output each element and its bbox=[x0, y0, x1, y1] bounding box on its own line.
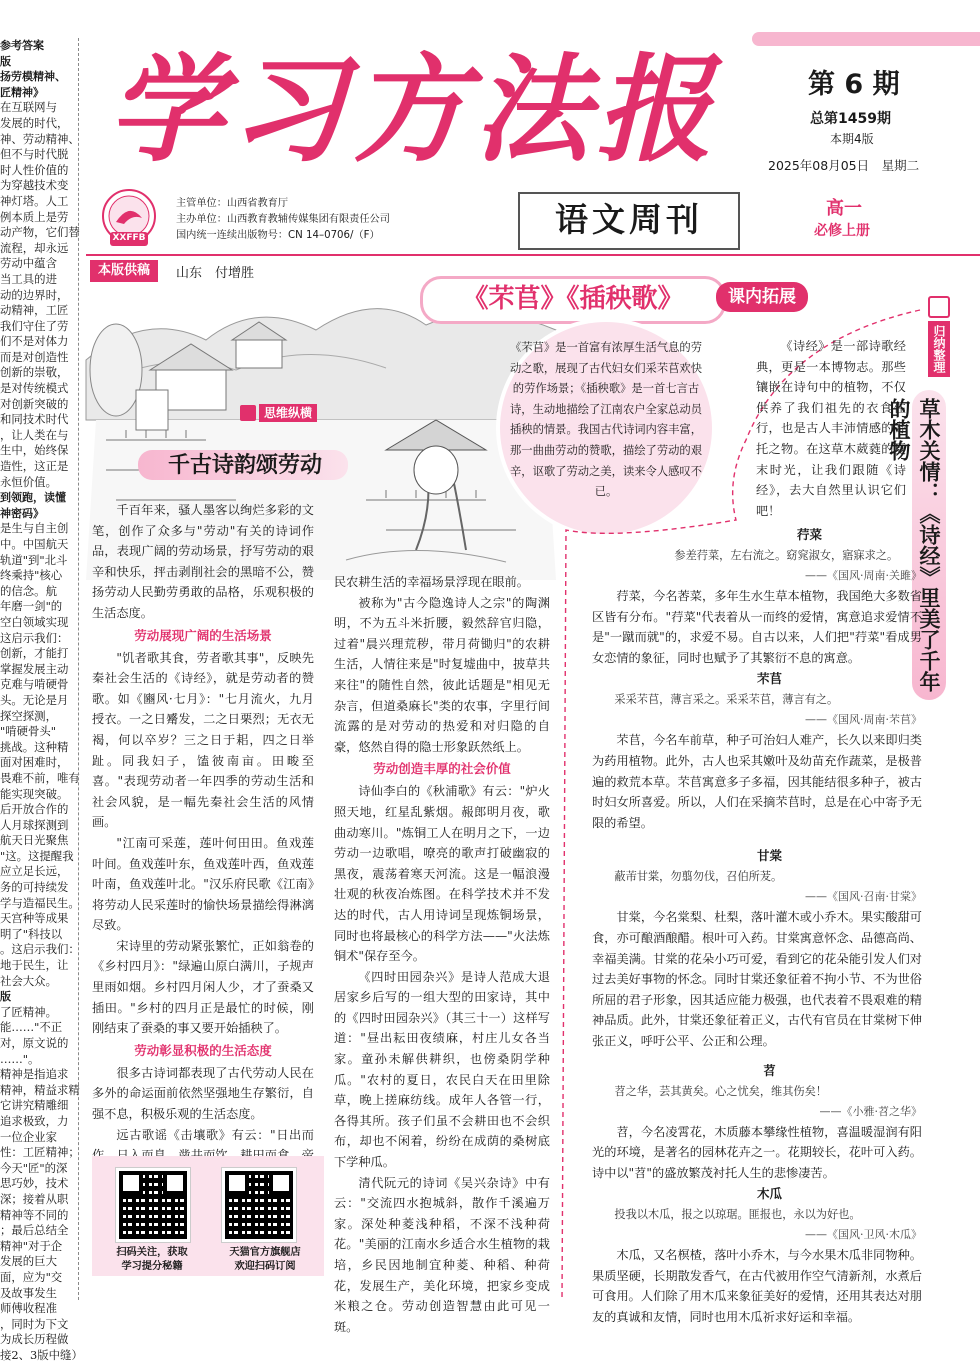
paragraph: 民农耕生活的幸福场景浮现在眼前。 bbox=[334, 575, 529, 589]
answer-line: 今天"匠"的深 bbox=[0, 1160, 68, 1175]
plant-description: 苕，今名凌霄花，木质藤本攀缘性植物，喜温暖湿润有阳光的环境，是著名的园林花卉之一。花期较长，花叶可入药。诗中以"苕"的盛放繁茂衬托人生的悲惨凄苦。 bbox=[592, 1124, 922, 1180]
paragraph: 被称为"古今隐逸诗人之宗"的陶渊明，不为五斗米折腰，毅然辞官归隐，过着"晨兴理荒秽，带月荷锄归"的农耕生活，人情往来是"时复墟曲中，披草共来往"的随性自然，彼此话题是"相见无杂言，但道桑麻长"类的农事，字里行间流露的是对劳动的热爱和对归隐的自豪，悠然自得的隐士形象跃然纸上。 bbox=[334, 595, 550, 754]
answer-line: 能……"不正 bbox=[0, 1020, 63, 1035]
topic-badge: 课内拓展 bbox=[716, 282, 808, 312]
answer-line: 接2、3版中缝） bbox=[0, 1347, 83, 1362]
answer-line: ……"。 bbox=[0, 1051, 40, 1066]
answer-line: 对创新突破的 bbox=[0, 396, 69, 411]
answer-line: 年磨一剑"的 bbox=[0, 599, 63, 614]
answer-line: 发展的时代， bbox=[0, 115, 69, 130]
answer-line: 了匠精神。 bbox=[0, 1004, 57, 1019]
answer-line: 和同技术时代 bbox=[0, 412, 69, 427]
header-pink-band bbox=[752, 32, 980, 46]
book-icon bbox=[240, 405, 256, 421]
qr-code-icon[interactable] bbox=[222, 1168, 296, 1242]
answer-line: ，让人类在与 bbox=[0, 427, 69, 442]
section-heading: 劳动创造丰厚的社会价值 bbox=[373, 761, 511, 777]
answer-line: ；最后总结全 bbox=[0, 1223, 69, 1238]
answer-line: 中。中国航天 bbox=[0, 537, 69, 551]
answer-line: 深；接着从职 bbox=[0, 1191, 69, 1206]
answer-line: 人月球探测到 bbox=[0, 817, 69, 832]
plant-poem: 蔽芾甘棠，勿翦勿伐，召伯所茇。 bbox=[614, 870, 783, 884]
plant-name: 苕 bbox=[763, 1062, 776, 1078]
intro-text: 《芣苢》是一首富有浓厚生活气息的劳动之歌，展现了古代妇女们采芣苢欢快的劳作场景；《插秧歌》是一首七言古诗，生动地描绘了江南农户全家总动员插秧的情景。我国古代诗词内容丰富，那一曲曲劳动的赞歌，描绘了劳动的艰辛，讴歌了劳动之美，读来令人感叹不已。 bbox=[509, 341, 703, 499]
paragraph: 清代阮元的诗词《吴兴杂诗》中有云："交流四水抱城斜，散作千溪遍万家。深处种菱浅种稻，不深不浅种荷花。"美丽的江南水乡适合水生植物的栽培，乡民因地制宜种菱、种稻、种荷花，发展生产，美化环境，把家乡变成米粮之仓。劳动创造智慧由此可见一斑。 bbox=[334, 1175, 550, 1334]
right-article-body bbox=[592, 524, 922, 1328]
answer-column bbox=[0, 38, 83, 1362]
section-box bbox=[518, 192, 740, 250]
answer-line: 神密码》 bbox=[0, 506, 44, 520]
answer-line: 应立足长远， bbox=[0, 864, 69, 879]
section-heading: 劳动彰显积极的生活态度 bbox=[134, 1042, 272, 1058]
answer-line: 在互联网与 bbox=[0, 100, 57, 115]
answer-line: 到领跑，读懂 bbox=[0, 491, 66, 505]
plant-poem: 参差荇菜，左右流之。窈窕淑女，寤寐求之。 bbox=[674, 549, 899, 562]
answer-line: 探空探测， bbox=[0, 708, 57, 723]
answer-line: 永恒价值。 bbox=[0, 474, 57, 489]
paragraph: "饥者歌其食，劳者歌其事"，反映先秦社会生活的《诗经》，就是劳动者的赞歌。如《豳风·七月》："七月流火，九月授衣。一之日觱发，二之日栗烈；无衣无褐，何以卒岁？三之日于耜，四之日举趾。同我妇子，馌彼南亩。田畯至喜。"表现劳动者一年四季的劳动生活和社会风貌，是一幅先秦社会生活的风情画。 bbox=[92, 650, 314, 830]
answer-line: 地于民生，让 bbox=[0, 958, 69, 973]
answer-line: 畏难不前，唯有 bbox=[0, 770, 80, 785]
answer-line: 创新，才能打 bbox=[0, 646, 69, 661]
left-strip-divider bbox=[78, 38, 80, 1300]
plant-name: 荇菜 bbox=[796, 527, 822, 542]
paragraph: 诗仙李白的《秋浦歌》有云："炉火照天地，红星乱紫烟。赧郎明月夜，歌曲动寒川。"炼铜工人在明月之下，一边劳动一边歌唱，嘹亮的歌声打破幽寂的黑夜，震荡着寒天河流。这是一幅浪漫壮观的秋夜冶炼图。在科学技术并不发达的时代，古人用诗词呈现炼铜场景，同时也将最核心的科学方法——"火法炼铜术"保存至今。 bbox=[334, 784, 550, 964]
plant-cite: ——《国风·召南·甘棠》 bbox=[805, 890, 922, 904]
answer-line: 思巧妙，技术 bbox=[0, 1176, 69, 1191]
logo-mark: XXFFB bbox=[112, 233, 146, 243]
section-heading: 劳动展现广阔的生活场景 bbox=[134, 627, 272, 643]
answer-line: 学与造福民生。 bbox=[0, 895, 80, 910]
answer-line: 但不与时代脱 bbox=[0, 147, 69, 162]
plant-description: 荇菜，今名莕菜，多年生水生草本植物，我国绝大多数省区皆有分布。"荇菜"代表着从一而终的爱情，寓意追求爱情不是"一蹴而就"的，求爱不易。自古以来，人们把"荇菜"看成男女恋情的象征，同时也赋予了其繁衍不息的寓意。 bbox=[592, 589, 922, 665]
answer-line: 务的可持续发 bbox=[0, 880, 69, 895]
answer-line: 面，应为"交 bbox=[0, 1269, 63, 1284]
answer-line: 后开放合作的 bbox=[0, 802, 69, 817]
answer-line: 创新的崇敬， bbox=[0, 365, 69, 380]
masthead-title: 学习方法报 bbox=[108, 42, 718, 178]
column-tag-label: 思维纵横 bbox=[259, 404, 317, 422]
answer-line: 例本质上是劳 bbox=[0, 209, 69, 224]
answer-line: 神、劳动精神、 bbox=[0, 131, 80, 146]
answer-line: 精神，精益求精 bbox=[0, 1082, 80, 1097]
answer-line: 的信念。航 bbox=[0, 583, 57, 598]
answer-line: 天宫种等成果 bbox=[0, 911, 69, 926]
plant-cite: ——《国风·卫风·木瓜》 bbox=[805, 1228, 922, 1242]
book-icon bbox=[928, 296, 950, 318]
qr-block bbox=[92, 1156, 324, 1276]
answer-line: 明了"科技以 bbox=[0, 926, 63, 941]
plant-name: 甘棠 bbox=[756, 848, 782, 864]
byline-author: 山东 付增胜 bbox=[176, 266, 255, 281]
answer-line: 扬劳模精神、 bbox=[0, 70, 66, 84]
answer-line: 我们守住了劳 bbox=[0, 318, 69, 333]
qr-caption bbox=[98, 1246, 206, 1274]
paragraph: 远古歌谣《击壤歌》有云："日出而 bbox=[116, 1127, 314, 1142]
qr-caption-line: 学习提分秘籍 bbox=[121, 1261, 183, 1272]
plant-cite: ——《小雅·苕之华》 bbox=[819, 1104, 922, 1118]
qr-caption-line: 扫码关注，获取 bbox=[116, 1247, 188, 1258]
answer-line: 精神是指追求 bbox=[0, 1067, 69, 1082]
answer-line: 及故事发生 bbox=[0, 1285, 57, 1300]
plant-entry bbox=[592, 524, 922, 668]
answer-line: 性：工匠精神； bbox=[0, 1145, 80, 1160]
answer-line: 追求极致，力 bbox=[0, 1113, 69, 1128]
answer-line: "啃硬骨头" bbox=[0, 724, 57, 739]
issue-date: 2025年08月05日 星期二 bbox=[768, 158, 920, 173]
plant-poem: 采采芣苢，薄言采之。采采芣苢，薄言有之。 bbox=[614, 693, 839, 707]
total-issue: 总第1459期 bbox=[810, 111, 891, 127]
paragraph: "江南可采莲，莲叶何田田。鱼戏莲叶间。鱼戏莲叶东，鱼戏莲叶西，鱼戏莲叶南，鱼戏莲叶北。"汉乐府民歌《江南》将劳动人民采莲时的愉快场景描绘得淋漓尽致。 bbox=[92, 835, 314, 933]
answer-line: "这。这提醒我 bbox=[0, 848, 74, 863]
right-column-tag-label: 归纳整理 bbox=[928, 321, 950, 377]
answer-line: 匠精神》 bbox=[0, 85, 44, 99]
answer-line: 头。无论是月 bbox=[0, 692, 69, 707]
answer-line: ，同时为下文 bbox=[0, 1316, 69, 1331]
answer-line: 克难与啃硬骨 bbox=[0, 677, 69, 692]
answer-line: 终乘持"核心 bbox=[0, 568, 63, 583]
answer-line: 劳动中蕴含 bbox=[0, 256, 57, 271]
plant-cite: ——《国风·周南·芣苢》 bbox=[805, 713, 922, 727]
answer-line: 们不是对体力 bbox=[0, 334, 69, 349]
answer-line: 它讲究精雕细 bbox=[0, 1098, 69, 1113]
answer-line: 版 bbox=[0, 990, 11, 1004]
answer-line: 掌握发展主动 bbox=[0, 661, 69, 676]
answer-line: 为穿越技术变 bbox=[0, 178, 69, 193]
answer-line: 社会大众。 bbox=[0, 973, 57, 988]
answer-line: 是对传统模式 bbox=[0, 381, 69, 396]
answer-line: 。这启示我们： bbox=[0, 942, 80, 957]
qr-caption bbox=[210, 1246, 320, 1274]
publisher-info bbox=[176, 196, 390, 244]
paragraph: 《四时田园杂兴》是诗人范成大退居家乡后写的一组大型的田家诗，其中的《四时田园杂兴》（其三十一）这样写道："昼出耘田夜绩麻，村庄儿女各当家。童孙未解供耕织，也傍桑阴学种瓜。"农村的夏日，农民白天在田里除草，晚上搓麻纺线。成年人各管一行，各得其所。孩子们虽不会耕田也不会织布，却也不闲着，纷纷在成荫的桑树底下学种瓜。 bbox=[334, 969, 550, 1170]
paragraph: 宋诗里的劳动紧张繁忙，正如翁卷的《乡村四月》："绿遍山原白满川，子规声里雨如烟。乡村四月闲人少，才了蚕桑又插田。"乡村的四月正是最忙的时候，刚刚结束了蚕桑的事又要开始插秧了。 bbox=[92, 938, 314, 1036]
topic-title: 《芣苢》《插秧歌》 bbox=[462, 284, 684, 314]
answer-line: 流程，却永远 bbox=[0, 240, 69, 255]
answer-line: 动的边界时， bbox=[0, 287, 69, 302]
answer-line: 而是对创造性 bbox=[0, 349, 69, 364]
plant-cite: ——《国风·周南·关雎》 bbox=[805, 569, 922, 582]
publisher-line: 主管单位：山西省教育厅 bbox=[176, 198, 289, 209]
plant-entry bbox=[592, 668, 922, 833]
plant-name: 芣苢 bbox=[756, 671, 782, 687]
left-article-body bbox=[92, 500, 314, 1228]
answer-line: 一位企业家 bbox=[0, 1129, 57, 1144]
answer-line: 版 bbox=[0, 54, 11, 68]
plant-description: 芣苢，今名车前草，种子可治妇人难产，长久以来即归类为药用植物。此外，古人也采其嫩叶及幼苗充作蔬菜，是极普遍的救荒本草。芣苢寓意多子多福，因其能结很多种子，被古时妇女所喜爱。所以，人们在采摘芣苢时，总是在心中寄予无限的希望。 bbox=[592, 733, 922, 830]
answer-line: 当工具的进 bbox=[0, 271, 57, 286]
right-column-tag bbox=[928, 296, 950, 377]
paragraph: 千百年来，骚人墨客以绚烂多彩的文笔，创作了众多与"劳动"有关的诗词作品，表现广阔的劳动场景，抒写劳动的艰辛和快乐，抨击剥削社会的黑暗不公，赞扬劳动人民勤劳勇敢的品格，乐观积极的生活态度。 bbox=[92, 503, 314, 620]
answer-line: 对，原文说的 bbox=[0, 1036, 69, 1050]
answer-line: 精神等不同的 bbox=[0, 1207, 69, 1222]
answer-line: 这启示我们： bbox=[0, 630, 69, 645]
byline-tag: 本版供稿 bbox=[90, 260, 158, 282]
answer-line: 发展的巨大 bbox=[0, 1254, 57, 1269]
publisher-line: 国内统一连续出版物号：CN 14–0706/（F） bbox=[176, 230, 380, 241]
article-title: 千古诗韵颂劳动 bbox=[168, 453, 323, 478]
book-label: 必修上册 bbox=[814, 223, 870, 239]
answer-line: 时人性价值的 bbox=[0, 162, 69, 177]
page-count: 本期4版 bbox=[830, 132, 874, 146]
answer-line: 神灯塔。人工 bbox=[0, 193, 69, 208]
plant-entry bbox=[592, 1183, 922, 1327]
plant-poem: 投我以木瓜，报之以琼琚。匪报也，永以为好也。 bbox=[614, 1208, 861, 1222]
plant-poem: 苕之华，芸其黄矣。心之忧矣，维其伤矣！ bbox=[614, 1084, 827, 1098]
section-title: 语文周刊 bbox=[555, 200, 703, 239]
plant-name: 木瓜 bbox=[756, 1186, 782, 1202]
publisher-line: 主办单位：山西教育教辅传媒集团有限责任公司 bbox=[176, 214, 390, 225]
answer-line: 为成长历程做 bbox=[0, 1332, 69, 1347]
header-rule bbox=[86, 254, 980, 256]
column-tag bbox=[240, 404, 317, 422]
issue-number: 第 6 期 bbox=[808, 69, 900, 100]
answer-line: 挑战。这种精 bbox=[0, 739, 69, 754]
answer-line: 是生与自主创 bbox=[0, 521, 69, 536]
right-article-title: 草木关情：《诗经》里美了千年的植物 bbox=[887, 398, 941, 692]
answer-line: 动精神，工匠 bbox=[0, 303, 69, 318]
logo-emblem bbox=[96, 188, 162, 250]
answer-line: 师傅收程准 bbox=[0, 1301, 57, 1316]
answer-line: 精神"对于企 bbox=[0, 1238, 63, 1253]
answer-line: 航天日光聚焦 bbox=[0, 833, 69, 848]
qr-caption-line: 天猫官方旗舰店 bbox=[229, 1247, 301, 1258]
middle-article-body bbox=[334, 572, 550, 1337]
answer-line: 参考答案 bbox=[0, 39, 44, 52]
right-intro: 《诗经》是一部诗歌经典，更是一本博物志。那些镶嵌在诗句中的植物，不仅供养了我们祖先的衣食住行，也是古人丰沛情感的寄托之物。在这草木葳蕤的夏末时光，让我们跟随《诗经》，去大自然里认识它们吧！ bbox=[756, 339, 906, 518]
plant-description: 甘棠，今名棠梨、杜梨，落叶灌木或小乔木。果实酸甜可食，亦可酿酒酿醋。根叶可入药。甘棠寓意怀念、品德高尚、幸福美满。甘棠的花朵小巧可爱，看到它的花朵能引发人们对过去美好事物的怀念。同时甘棠还象征着不拘小节、不为世俗所屈的君子形象，因其适应能力极强，也代表着不畏艰难的精神品质。此外，甘棠还象征着正义，古代有官员在甘棠树下伸张正义，呼吁公平、公正和公理。 bbox=[592, 910, 922, 1048]
plant-entry bbox=[592, 1060, 922, 1184]
plant-entry bbox=[592, 845, 922, 1051]
answer-line: 轨道"到"北斗 bbox=[0, 552, 68, 567]
qr-code-icon[interactable] bbox=[116, 1168, 190, 1242]
plant-description: 木瓜，又名榠楂，落叶小乔木，与今水果木瓜非同物种。果质坚硬，长期散发香气，在古代被用作空气清新剂，水煮后可食用。人们除了用木瓜来象征美好的爱情，还用其表达对朋友的真诚和友情，同时也用木瓜祈求好运和幸福。 bbox=[592, 1248, 922, 1325]
qr-caption-line: 欢迎扫码订阅 bbox=[234, 1261, 296, 1272]
answer-line: 动产物，它们替 bbox=[0, 225, 80, 240]
paragraph: 很多古诗词都表现了古代劳动人民在多外的命运面前依然坚强地生存繁衍，自强不息，积极乐观的生活态度。 bbox=[92, 1065, 314, 1122]
grade-label: 高一 bbox=[826, 198, 862, 219]
answer-line: 生中，始终保 bbox=[0, 443, 69, 458]
answer-line: 造性，这正是 bbox=[0, 459, 69, 474]
answer-line: 能实现突破。 bbox=[0, 786, 69, 801]
answer-line: 空白领域实现 bbox=[0, 614, 69, 629]
answer-line: 面对困难时， bbox=[0, 755, 69, 770]
